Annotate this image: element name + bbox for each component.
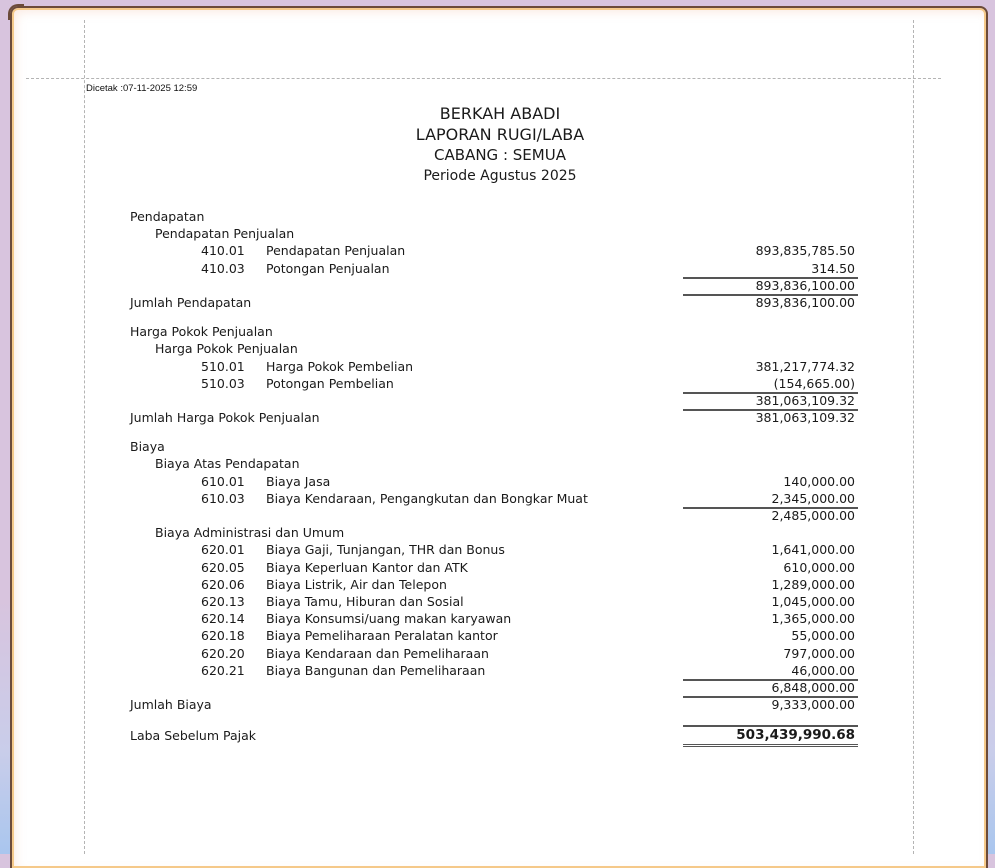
subtotal-row	[130, 277, 858, 294]
total-row	[130, 294, 858, 311]
account-row	[130, 593, 858, 610]
account-name: Biaya Pemeliharaan Peralatan kantor	[266, 628, 498, 644]
account-name: Harga Pokok Pembelian	[266, 358, 414, 374]
total-amount: 893,836,100.00	[755, 294, 855, 310]
account-code: 620.01	[201, 542, 245, 558]
account-row	[130, 541, 858, 558]
total-row	[130, 696, 858, 713]
account-row	[130, 375, 858, 392]
account-amount: 1,641,000.00	[771, 542, 855, 558]
account-code: 610.01	[201, 473, 245, 489]
account-code: 610.03	[201, 490, 245, 506]
account-code: 620.18	[201, 628, 245, 644]
account-code: 410.01	[201, 243, 245, 259]
subtotal-amount: 381,063,109.32	[755, 392, 855, 408]
account-code: 410.03	[201, 260, 245, 276]
account-name: Potongan Pembelian	[266, 375, 394, 391]
subtotal-row	[130, 392, 858, 409]
group-heading: Pendapatan	[130, 209, 205, 224]
total-amount: 9,333,000.00	[771, 697, 855, 713]
account-row	[130, 260, 858, 277]
account-amount: 381,217,774.32	[755, 358, 855, 374]
account-name: Biaya Jasa	[266, 473, 331, 489]
account-code: 620.14	[201, 611, 245, 627]
account-amount: 610,000.00	[783, 559, 855, 575]
account-amount: 55,000.00	[791, 628, 855, 644]
subtotal-row	[130, 507, 858, 524]
total-row	[130, 409, 858, 426]
account-row	[130, 242, 858, 259]
subgroup-heading: Harga Pokok Penjualan	[155, 341, 298, 357]
account-amount: 140,000.00	[783, 473, 855, 489]
printed-timestamp: Dicetak :07-11-2025 12:59	[86, 83, 198, 94]
right-margin-guide	[913, 20, 914, 854]
top-margin-guide	[26, 78, 941, 79]
account-name: Biaya Kendaraan dan Pemeliharaan	[266, 645, 489, 661]
account-name: Biaya Keperluan Kantor dan ATK	[266, 559, 468, 575]
account-row	[130, 627, 858, 644]
subtotal-amount: 2,485,000.00	[771, 508, 855, 523]
account-name: Biaya Tamu, Hiburan dan Sosial	[266, 593, 464, 609]
account-amount: 893,835,785.50	[755, 243, 855, 259]
account-code: 620.20	[201, 645, 245, 661]
company-name: BERKAH ABADI	[439, 104, 561, 123]
left-margin-guide	[84, 20, 85, 854]
net-result-label: Laba Sebelum Pajak	[130, 728, 256, 744]
account-row	[130, 473, 858, 490]
account-name: Biaya Konsumsi/uang makan karyawan	[266, 611, 512, 627]
account-name: Biaya Bangunan dan Pemeliharaan	[266, 662, 486, 678]
net-result-row	[130, 725, 858, 744]
account-amount: 1,045,000.00	[771, 593, 855, 609]
account-amount: 2,345,000.00	[771, 490, 855, 506]
account-name: Biaya Gaji, Tunjangan, THR dan Bonus	[266, 542, 505, 558]
net-result-amount: 503,439,990.68	[736, 727, 855, 744]
group-heading: Harga Pokok Penjualan	[130, 324, 273, 340]
period-label: Periode Agustus 2025	[423, 168, 577, 184]
account-amount: 797,000.00	[783, 645, 855, 661]
account-amount: 46,000.00	[791, 662, 855, 678]
account-amount: 1,365,000.00	[771, 611, 855, 627]
account-name: Pendapatan Penjualan	[266, 243, 406, 259]
account-row	[130, 610, 858, 627]
account-row	[130, 576, 858, 593]
account-amount: (154,665.00)	[773, 375, 855, 391]
account-row	[130, 645, 858, 662]
account-row	[130, 358, 858, 375]
profit-loss-report	[130, 208, 858, 744]
account-name: Biaya Listrik, Air dan Telepon	[266, 576, 447, 592]
account-amount: 1,289,000.00	[771, 576, 855, 592]
account-amount: 314.50	[811, 260, 855, 276]
branch-label: CABANG : SEMUA	[434, 146, 566, 164]
account-code: 510.03	[201, 375, 245, 391]
group-heading: Biaya	[130, 439, 165, 455]
account-code: 510.01	[201, 358, 245, 374]
subtotal-amount: 893,836,100.00	[755, 277, 855, 293]
account-code: 620.06	[201, 576, 245, 592]
report-title: LAPORAN RUGI/LABA	[415, 125, 585, 144]
report-header	[200, 103, 800, 187]
account-code: 620.21	[201, 662, 245, 678]
account-row	[130, 490, 858, 507]
account-name: Biaya Kendaraan, Pengangkutan dan Bongkar Muat	[266, 490, 588, 506]
subtotal-amount: 6,848,000.00	[771, 679, 855, 695]
account-code: 620.13	[201, 593, 245, 609]
total-label: Jumlah Biaya	[130, 697, 212, 713]
total-label: Jumlah Harga Pokok Penjualan	[130, 410, 320, 426]
subgroup-heading: Biaya Administrasi dan Umum	[155, 525, 345, 541]
account-row	[130, 662, 858, 679]
total-amount: 381,063,109.32	[755, 410, 855, 426]
account-code: 620.05	[201, 559, 245, 575]
subgroup-heading: Pendapatan Penjualan	[155, 226, 295, 242]
account-name: Potongan Penjualan	[266, 260, 390, 276]
account-row	[130, 559, 858, 576]
subgroup-heading: Biaya Atas Pendapatan	[155, 456, 300, 472]
total-label: Jumlah Pendapatan	[130, 294, 252, 310]
subtotal-row	[130, 679, 858, 696]
